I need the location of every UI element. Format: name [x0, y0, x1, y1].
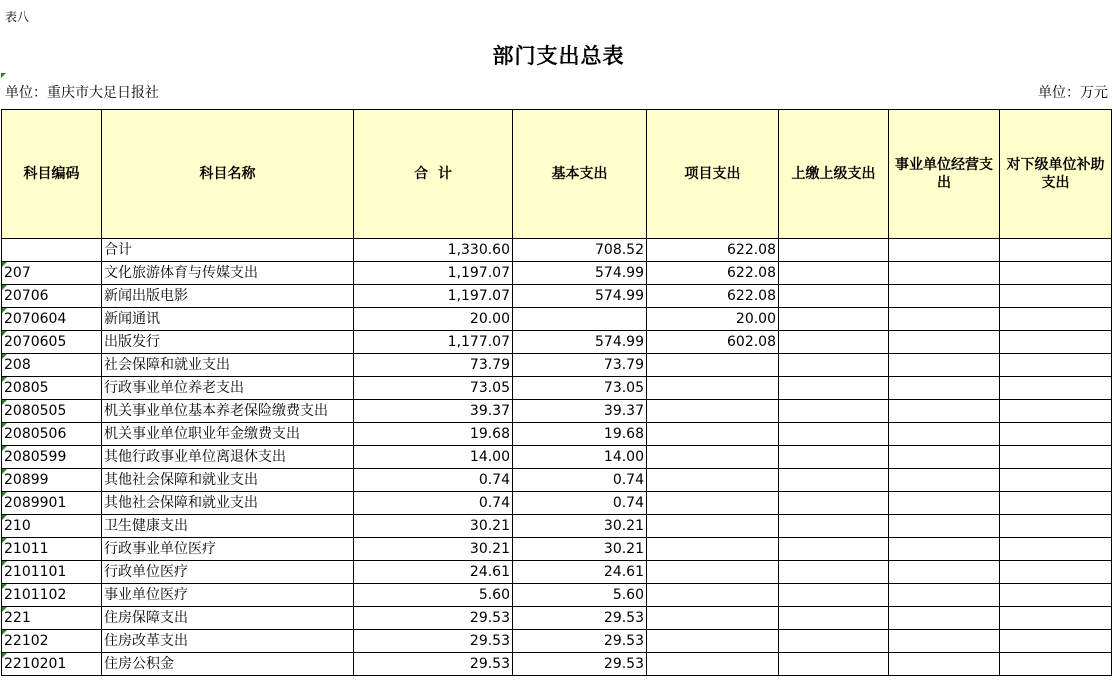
- cell-basic[interactable]: 29.53: [513, 653, 647, 676]
- cell-project[interactable]: [647, 446, 779, 469]
- comment-marker-icon: [2, 308, 7, 313]
- cell-name[interactable]: 其他行政事业单位离退休支出: [102, 446, 354, 469]
- comment-marker-icon: [2, 630, 7, 635]
- cell-business[interactable]: [889, 285, 1000, 308]
- cell-project[interactable]: [647, 538, 779, 561]
- cell-basic[interactable]: 29.53: [513, 630, 647, 653]
- comment-marker-icon: [2, 446, 7, 451]
- cell-basic[interactable]: 30.21: [513, 538, 647, 561]
- cell-upper[interactable]: [779, 423, 889, 446]
- header-project[interactable]: 项目支出: [647, 110, 779, 239]
- cell-business[interactable]: [889, 377, 1000, 400]
- comment-marker-icon: [2, 400, 7, 405]
- cell-total[interactable]: 73.79: [354, 354, 513, 377]
- cell-code-text: 20899: [4, 472, 49, 488]
- cell-upper[interactable]: [779, 308, 889, 331]
- cell-total[interactable]: 1,197.07: [354, 262, 513, 285]
- table-row: [2, 515, 1112, 538]
- header-subsidy[interactable]: 对下级单位补助支出: [1000, 110, 1112, 239]
- cell-project[interactable]: [647, 423, 779, 446]
- comment-marker-icon: [2, 262, 7, 267]
- cell-business[interactable]: [889, 331, 1000, 354]
- cell-code-text: 2101102: [4, 587, 67, 603]
- table-row: [2, 469, 1112, 492]
- cell-project[interactable]: 20.00: [647, 308, 779, 331]
- table-row: [2, 354, 1112, 377]
- cell-subsidy[interactable]: [1000, 354, 1112, 377]
- comment-marker-icon: [2, 331, 7, 336]
- cell-name[interactable]: 住房公积金: [102, 653, 354, 676]
- unit-org-label: 单位：重庆市大足日报社: [5, 85, 159, 101]
- comment-marker-icon: [2, 538, 7, 543]
- cell-total[interactable]: 29.53: [354, 653, 513, 676]
- cell-code[interactable]: [2, 239, 102, 262]
- cell-total[interactable]: 29.53: [354, 630, 513, 653]
- cell-project[interactable]: [647, 492, 779, 515]
- cell-name[interactable]: 事业单位医疗: [102, 584, 354, 607]
- cell-name[interactable]: 新闻通讯: [102, 308, 354, 331]
- cell-code[interactable]: [2, 561, 102, 584]
- table-row: [2, 607, 1112, 630]
- cell-subsidy[interactable]: [1000, 285, 1112, 308]
- header-upper[interactable]: 上缴上级支出: [779, 110, 889, 239]
- comment-marker-icon: [2, 515, 7, 520]
- cell-upper[interactable]: [779, 285, 889, 308]
- cell-upper[interactable]: [779, 354, 889, 377]
- page-title: 部门支出总表: [492, 44, 625, 68]
- cell-basic[interactable]: 24.61: [513, 561, 647, 584]
- cell-subsidy[interactable]: [1000, 377, 1112, 400]
- cell-subsidy[interactable]: [1000, 630, 1112, 653]
- cell-code-text: 2101101: [4, 564, 67, 580]
- cell-upper[interactable]: [779, 239, 889, 262]
- cell-business[interactable]: [889, 308, 1000, 331]
- table-row: [2, 377, 1112, 400]
- cell-code-text: 20805: [4, 380, 49, 396]
- cell-subsidy[interactable]: [1000, 653, 1112, 676]
- cell-project[interactable]: [647, 584, 779, 607]
- header-basic[interactable]: 基本支出: [513, 110, 647, 239]
- comment-marker-icon: [2, 492, 7, 497]
- cell-total[interactable]: 5.60: [354, 584, 513, 607]
- cell-code-text: 221: [4, 610, 31, 626]
- cell-subsidy[interactable]: [1000, 423, 1112, 446]
- table-row: [2, 308, 1112, 331]
- cell-project[interactable]: [647, 377, 779, 400]
- table-row: [2, 239, 1112, 262]
- cell-upper[interactable]: [779, 538, 889, 561]
- cell-code-text: 2070605: [4, 334, 67, 350]
- cell-upper[interactable]: [779, 377, 889, 400]
- cell-project[interactable]: [647, 630, 779, 653]
- cell-name[interactable]: 机关事业单位基本养老保险缴费支出: [102, 400, 354, 423]
- comment-marker-icon: [2, 354, 7, 359]
- cell-name[interactable]: 行政事业单位养老支出: [102, 377, 354, 400]
- comment-marker-icon: [2, 377, 7, 382]
- cell-code[interactable]: [2, 538, 102, 561]
- cell-total[interactable]: 0.74: [354, 492, 513, 515]
- cell-project[interactable]: [647, 607, 779, 630]
- cell-total[interactable]: 19.68: [354, 423, 513, 446]
- cell-name[interactable]: 住房保障支出: [102, 607, 354, 630]
- comment-marker-icon: [2, 653, 7, 658]
- cell-upper[interactable]: [779, 515, 889, 538]
- header-business[interactable]: 事业单位经营支出: [889, 110, 1000, 239]
- cell-basic[interactable]: 0.74: [513, 469, 647, 492]
- cell-subsidy[interactable]: [1000, 239, 1112, 262]
- cell-subsidy[interactable]: [1000, 515, 1112, 538]
- unit-currency-label: 单位：万元: [1038, 85, 1108, 101]
- cell-total[interactable]: 30.21: [354, 515, 513, 538]
- comment-marker-icon: [2, 469, 7, 474]
- cell-basic[interactable]: 30.21: [513, 515, 647, 538]
- table-row: [2, 653, 1112, 676]
- cell-project[interactable]: [647, 354, 779, 377]
- cell-business[interactable]: [889, 423, 1000, 446]
- table-row: [2, 538, 1112, 561]
- cell-code[interactable]: [2, 354, 102, 377]
- header-name[interactable]: 科目名称: [102, 110, 354, 239]
- cell-project[interactable]: [647, 561, 779, 584]
- cell-name[interactable]: 其他社会保障和就业支出: [102, 492, 354, 515]
- cell-business[interactable]: [889, 607, 1000, 630]
- cell-code[interactable]: [2, 423, 102, 446]
- cell-code[interactable]: [2, 446, 102, 469]
- cell-code-text: 2210201: [4, 656, 67, 672]
- table-row: [2, 584, 1112, 607]
- cell-code-text: 2080599: [4, 449, 67, 465]
- table-row: [2, 630, 1112, 653]
- cell-business[interactable]: [889, 492, 1000, 515]
- table-body: [2, 239, 1112, 676]
- cell-code-text: 22102: [4, 633, 49, 649]
- cell-subsidy[interactable]: [1000, 308, 1112, 331]
- cell-total[interactable]: 24.61: [354, 561, 513, 584]
- cell-project[interactable]: [647, 515, 779, 538]
- cell-subsidy[interactable]: [1000, 446, 1112, 469]
- cell-subsidy[interactable]: [1000, 262, 1112, 285]
- cell-name[interactable]: 出版发行: [102, 331, 354, 354]
- cell-project[interactable]: 622.08: [647, 262, 779, 285]
- cell-business[interactable]: [889, 584, 1000, 607]
- cell-code-text: 21011: [4, 541, 49, 557]
- comment-marker-icon: [2, 607, 7, 612]
- header-total[interactable]: 合 计: [354, 110, 513, 239]
- comment-marker-icon: [1, 73, 6, 78]
- cell-project[interactable]: 622.08: [647, 239, 779, 262]
- table-row: [2, 331, 1112, 354]
- cell-code-text: 210: [4, 518, 31, 534]
- cell-code[interactable]: [2, 607, 102, 630]
- table-row: [2, 492, 1112, 515]
- cell-basic[interactable]: 73.05: [513, 377, 647, 400]
- cell-code-text: 2070604: [4, 311, 67, 327]
- cell-upper[interactable]: [779, 653, 889, 676]
- cell-name[interactable]: 行政单位医疗: [102, 561, 354, 584]
- cell-project[interactable]: 622.08: [647, 285, 779, 308]
- cell-code[interactable]: [2, 584, 102, 607]
- cell-basic[interactable]: 73.79: [513, 354, 647, 377]
- cell-code[interactable]: [2, 262, 102, 285]
- cell-total[interactable]: 30.21: [354, 538, 513, 561]
- cell-business[interactable]: [889, 538, 1000, 561]
- cell-subsidy[interactable]: [1000, 607, 1112, 630]
- cell-subsidy[interactable]: [1000, 331, 1112, 354]
- cell-basic[interactable]: 29.53: [513, 607, 647, 630]
- cell-upper[interactable]: [779, 446, 889, 469]
- cell-basic[interactable]: 0.74: [513, 492, 647, 515]
- cell-basic[interactable]: 5.60: [513, 584, 647, 607]
- cell-upper[interactable]: [779, 492, 889, 515]
- cell-code-text: 207: [4, 265, 31, 281]
- cell-upper[interactable]: [779, 400, 889, 423]
- cell-code-text: 2089901: [4, 495, 67, 511]
- cell-basic[interactable]: 14.00: [513, 446, 647, 469]
- cell-code[interactable]: [2, 308, 102, 331]
- cell-name[interactable]: 卫生健康支出: [102, 515, 354, 538]
- cell-code[interactable]: [2, 331, 102, 354]
- cell-project[interactable]: [647, 400, 779, 423]
- cell-basic[interactable]: 19.68: [513, 423, 647, 446]
- cell-business[interactable]: [889, 653, 1000, 676]
- cell-basic[interactable]: [513, 308, 647, 331]
- cell-code[interactable]: [2, 630, 102, 653]
- cell-basic[interactable]: 39.37: [513, 400, 647, 423]
- expenditure-table: [1, 109, 1112, 676]
- cell-subsidy[interactable]: [1000, 492, 1112, 515]
- cell-upper[interactable]: [779, 630, 889, 653]
- cell-code-text: 2080505: [4, 403, 67, 419]
- cell-code[interactable]: [2, 653, 102, 676]
- cell-code[interactable]: [2, 285, 102, 308]
- cell-subsidy[interactable]: [1000, 538, 1112, 561]
- cell-total[interactable]: 20.00: [354, 308, 513, 331]
- cell-business[interactable]: [889, 262, 1000, 285]
- cell-name[interactable]: 其他社会保障和就业支出: [102, 469, 354, 492]
- cell-basic[interactable]: 574.99: [513, 331, 647, 354]
- cell-code[interactable]: [2, 469, 102, 492]
- cell-code[interactable]: [2, 400, 102, 423]
- header-code[interactable]: 科目编码: [2, 110, 102, 239]
- cell-total[interactable]: 29.53: [354, 607, 513, 630]
- cell-total[interactable]: 14.00: [354, 446, 513, 469]
- cell-name[interactable]: 合计: [102, 239, 354, 262]
- header-row: [2, 110, 1112, 239]
- cell-project[interactable]: [647, 653, 779, 676]
- table-row: [2, 262, 1112, 285]
- cell-name[interactable]: 文化旅游体育与传媒支出: [102, 262, 354, 285]
- cell-basic[interactable]: 574.99: [513, 285, 647, 308]
- table-row: [2, 423, 1112, 446]
- cell-basic[interactable]: 708.52: [513, 239, 647, 262]
- cell-upper[interactable]: [779, 561, 889, 584]
- table-row: [2, 446, 1112, 469]
- cell-subsidy[interactable]: [1000, 584, 1112, 607]
- table-row: [2, 285, 1112, 308]
- cell-code[interactable]: [2, 492, 102, 515]
- cell-name[interactable]: 新闻出版电影: [102, 285, 354, 308]
- cell-business[interactable]: [889, 561, 1000, 584]
- cell-basic[interactable]: 574.99: [513, 262, 647, 285]
- cell-upper[interactable]: [779, 584, 889, 607]
- cell-business[interactable]: [889, 469, 1000, 492]
- cell-total[interactable]: 39.37: [354, 400, 513, 423]
- cell-name[interactable]: 社会保障和就业支出: [102, 354, 354, 377]
- cell-name[interactable]: 机关事业单位职业年金缴费支出: [102, 423, 354, 446]
- cell-business[interactable]: [889, 239, 1000, 262]
- cell-total[interactable]: 73.05: [354, 377, 513, 400]
- cell-name[interactable]: 住房改革支出: [102, 630, 354, 653]
- cell-project[interactable]: [647, 469, 779, 492]
- cell-upper[interactable]: [779, 607, 889, 630]
- comment-marker-icon: [2, 561, 7, 566]
- table-row: [2, 400, 1112, 423]
- cell-code[interactable]: [2, 515, 102, 538]
- cell-business[interactable]: [889, 354, 1000, 377]
- sheet-label: 表八: [5, 10, 30, 24]
- cell-business[interactable]: [889, 400, 1000, 423]
- cell-total[interactable]: 1,177.07: [354, 331, 513, 354]
- cell-upper[interactable]: [779, 262, 889, 285]
- cell-upper[interactable]: [779, 331, 889, 354]
- table-row: [2, 561, 1112, 584]
- cell-code-text: 20706: [4, 288, 49, 304]
- comment-marker-icon: [2, 423, 7, 428]
- cell-total[interactable]: 1,197.07: [354, 285, 513, 308]
- cell-name[interactable]: 行政事业单位医疗: [102, 538, 354, 561]
- cell-business[interactable]: [889, 515, 1000, 538]
- cell-subsidy[interactable]: [1000, 561, 1112, 584]
- cell-subsidy[interactable]: [1000, 400, 1112, 423]
- cell-code-text: 2080506: [4, 426, 67, 442]
- cell-total[interactable]: 1,330.60: [354, 239, 513, 262]
- cell-project[interactable]: 602.08: [647, 331, 779, 354]
- comment-marker-icon: [2, 285, 7, 290]
- cell-total[interactable]: 0.74: [354, 469, 513, 492]
- cell-business[interactable]: [889, 630, 1000, 653]
- cell-code[interactable]: [2, 377, 102, 400]
- cell-business[interactable]: [889, 446, 1000, 469]
- cell-code-text: 208: [4, 357, 31, 373]
- cell-upper[interactable]: [779, 469, 889, 492]
- cell-subsidy[interactable]: [1000, 469, 1112, 492]
- comment-marker-icon: [2, 584, 7, 589]
